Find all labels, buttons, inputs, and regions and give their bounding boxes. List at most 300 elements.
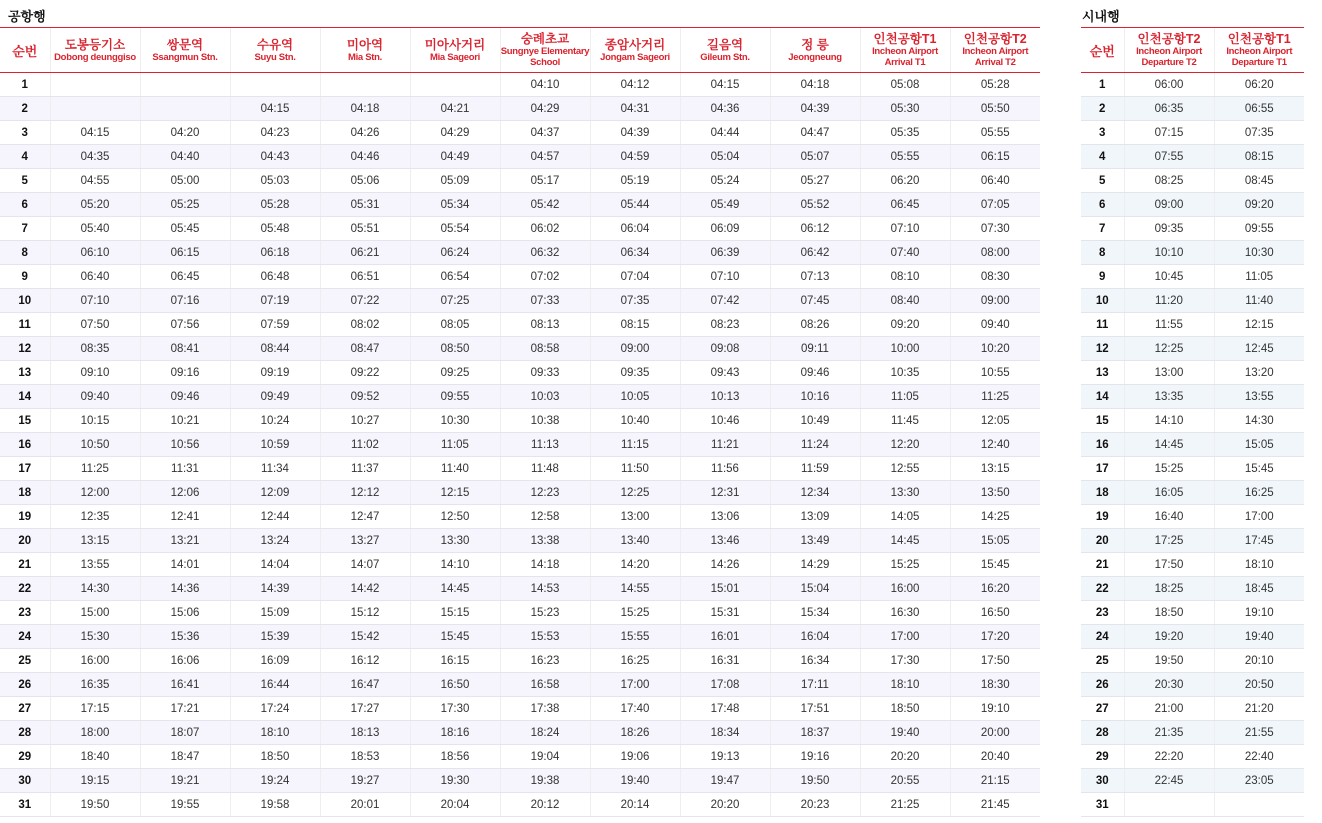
table-row <box>1081 625 1304 649</box>
table-row <box>1081 577 1304 601</box>
departure-time: 10:49 <box>770 409 860 433</box>
station-name-english: Mia Sageori <box>429 51 481 63</box>
departure-time: 14:04 <box>230 553 320 577</box>
departure-time: 05:42 <box>500 193 590 217</box>
departure-time: 17:11 <box>770 673 860 697</box>
run-number: 6 <box>1081 193 1124 217</box>
run-number: 1 <box>1081 73 1124 97</box>
departure-time: 06:18 <box>230 241 320 265</box>
table-row <box>1081 193 1304 217</box>
departure-time: 12:47 <box>320 505 410 529</box>
departure-time: 11:50 <box>590 457 680 481</box>
departure-time: 11:59 <box>770 457 860 481</box>
departure-time: 10:45 <box>1124 265 1214 289</box>
table-row <box>0 577 1040 601</box>
table-row <box>0 673 1040 697</box>
station-name-korean: 인천공항T2 <box>1137 32 1201 46</box>
departure-time: 09:10 <box>50 361 140 385</box>
departure-time: 09:52 <box>320 385 410 409</box>
table-row <box>0 697 1040 721</box>
departure-time: 06:51 <box>320 265 410 289</box>
departure-time: 19:40 <box>1214 625 1304 649</box>
departure-time: 17:45 <box>1214 529 1304 553</box>
table-row <box>0 73 1040 97</box>
station-name-korean: 미아사거리 <box>424 37 486 52</box>
run-number: 15 <box>1081 409 1124 433</box>
departure-time: 07:19 <box>230 289 320 313</box>
departure-time: 12:58 <box>500 505 590 529</box>
table-row <box>0 289 1040 313</box>
departure-time: 18:24 <box>500 721 590 745</box>
departure-time: 16:31 <box>680 649 770 673</box>
departure-time: 12:00 <box>50 481 140 505</box>
departure-time: 15:45 <box>950 553 1040 577</box>
table-row <box>1081 697 1304 721</box>
run-number: 31 <box>1081 793 1124 817</box>
departure-time: 06:35 <box>1124 97 1214 121</box>
departure-time: 18:10 <box>230 721 320 745</box>
departure-time: 05:55 <box>860 145 950 169</box>
departure-time: 05:40 <box>50 217 140 241</box>
table-row <box>0 145 1040 169</box>
departure-time: 16:01 <box>680 625 770 649</box>
table-row <box>0 121 1040 145</box>
departure-time: 16:23 <box>500 649 590 673</box>
departure-time: 10:21 <box>140 409 230 433</box>
departure-time: 18:10 <box>860 673 950 697</box>
run-number: 8 <box>0 241 50 265</box>
departure-time: 14:18 <box>500 553 590 577</box>
departure-time <box>50 73 140 97</box>
departure-time: 04:23 <box>230 121 320 145</box>
airport-station-header <box>320 28 410 73</box>
departure-time: 19:55 <box>140 793 230 817</box>
run-number: 5 <box>1081 169 1124 193</box>
departure-time: 06:04 <box>590 217 680 241</box>
run-number: 4 <box>0 145 50 169</box>
table-row <box>1081 769 1304 793</box>
departure-time: 19:13 <box>680 745 770 769</box>
departure-time: 08:35 <box>50 337 140 361</box>
departure-time: 16:30 <box>860 601 950 625</box>
departure-time: 23:05 <box>1214 769 1304 793</box>
station-name-korean: 수유역 <box>256 37 294 52</box>
departure-time: 13:06 <box>680 505 770 529</box>
run-number: 17 <box>1081 457 1124 481</box>
departure-time <box>140 97 230 121</box>
departure-time: 15:53 <box>500 625 590 649</box>
departure-time: 18:13 <box>320 721 410 745</box>
departure-time: 18:16 <box>410 721 500 745</box>
departure-time: 12:35 <box>50 505 140 529</box>
departure-time: 04:39 <box>770 97 860 121</box>
departure-time: 13:55 <box>1214 385 1304 409</box>
departure-time: 12:55 <box>860 457 950 481</box>
departure-time: 09:20 <box>860 313 950 337</box>
run-number: 22 <box>0 577 50 601</box>
run-number: 17 <box>0 457 50 481</box>
departure-time: 12:25 <box>1124 337 1214 361</box>
departure-time: 15:15 <box>410 601 500 625</box>
departure-time: 16:06 <box>140 649 230 673</box>
departure-time: 07:10 <box>860 217 950 241</box>
departure-time: 09:00 <box>950 289 1040 313</box>
run-number: 30 <box>0 769 50 793</box>
airport-bound-timetable <box>0 27 1040 817</box>
departure-time: 16:09 <box>230 649 320 673</box>
departure-time: 12:31 <box>680 481 770 505</box>
departure-time: 15:06 <box>140 601 230 625</box>
departure-time: 14:39 <box>230 577 320 601</box>
departure-time: 19:58 <box>230 793 320 817</box>
departure-time: 16:12 <box>320 649 410 673</box>
departure-time: 05:04 <box>680 145 770 169</box>
table-row <box>0 265 1040 289</box>
departure-time: 09:46 <box>140 385 230 409</box>
station-name-english: Incheon Airport Arrival T1 <box>872 46 938 68</box>
departure-time: 05:24 <box>680 169 770 193</box>
departure-time: 17:15 <box>50 697 140 721</box>
departure-time: 19:10 <box>1214 601 1304 625</box>
departure-time: 20:01 <box>320 793 410 817</box>
run-number: 21 <box>0 553 50 577</box>
departure-time: 07:15 <box>1124 121 1214 145</box>
departure-time: 17:24 <box>230 697 320 721</box>
departure-time: 06:20 <box>1214 73 1304 97</box>
departure-time: 19:24 <box>230 769 320 793</box>
departure-time: 13:00 <box>590 505 680 529</box>
run-number: 28 <box>1081 721 1124 745</box>
departure-time: 19:40 <box>590 769 680 793</box>
departure-time: 12:34 <box>770 481 860 505</box>
station-name-english: Jeongneung <box>788 51 842 63</box>
run-number: 23 <box>0 601 50 625</box>
run-number: 29 <box>1081 745 1124 769</box>
departure-time: 13:35 <box>1124 385 1214 409</box>
departure-time: 13:24 <box>230 529 320 553</box>
table-row <box>1081 553 1304 577</box>
departure-time: 09:35 <box>590 361 680 385</box>
station-name-korean: 종암사거리 <box>604 37 666 52</box>
airport-station-header <box>590 28 680 73</box>
departure-time: 09:25 <box>410 361 500 385</box>
departure-time: 06:00 <box>1124 73 1214 97</box>
departure-time: 06:54 <box>410 265 500 289</box>
departure-time: 19:40 <box>860 721 950 745</box>
departure-time: 04:29 <box>500 97 590 121</box>
departure-time: 13:46 <box>680 529 770 553</box>
departure-time: 11:25 <box>50 457 140 481</box>
departure-time: 06:45 <box>860 193 950 217</box>
table-row <box>1081 529 1304 553</box>
station-name-korean: 정 릉 <box>801 37 829 52</box>
departure-time: 08:25 <box>1124 169 1214 193</box>
departure-time: 10:46 <box>680 409 770 433</box>
run-number: 13 <box>1081 361 1124 385</box>
station-name-english: Ssangmun Stn. <box>152 51 218 63</box>
departure-time: 15:05 <box>1214 433 1304 457</box>
departure-time: 05:50 <box>950 97 1040 121</box>
run-number: 9 <box>1081 265 1124 289</box>
departure-time: 15:00 <box>50 601 140 625</box>
city-number-header: 순번 <box>1081 28 1124 73</box>
run-number: 2 <box>1081 97 1124 121</box>
departure-time: 07:56 <box>140 313 230 337</box>
departure-time: 09:00 <box>1124 193 1214 217</box>
departure-time: 09:11 <box>770 337 860 361</box>
departure-time: 21:35 <box>1124 721 1214 745</box>
departure-time: 04:31 <box>590 97 680 121</box>
departure-time: 22:40 <box>1214 745 1304 769</box>
run-number: 8 <box>1081 241 1124 265</box>
departure-time: 05:17 <box>500 169 590 193</box>
departure-time: 05:55 <box>950 121 1040 145</box>
departure-time: 12:50 <box>410 505 500 529</box>
departure-time: 04:36 <box>680 97 770 121</box>
departure-time: 06:48 <box>230 265 320 289</box>
table-row <box>1081 289 1304 313</box>
departure-time: 20:20 <box>680 793 770 817</box>
departure-time: 06:15 <box>950 145 1040 169</box>
departure-time: 04:49 <box>410 145 500 169</box>
departure-time: 17:20 <box>950 625 1040 649</box>
departure-time: 06:40 <box>50 265 140 289</box>
departure-time: 04:15 <box>680 73 770 97</box>
departure-time: 11:40 <box>410 457 500 481</box>
run-number: 2 <box>0 97 50 121</box>
departure-time: 15:42 <box>320 625 410 649</box>
departure-time: 06:10 <box>50 241 140 265</box>
departure-time: 05:03 <box>230 169 320 193</box>
departure-time: 16:05 <box>1124 481 1214 505</box>
departure-time: 11:20 <box>1124 289 1214 313</box>
departure-time: 18:00 <box>50 721 140 745</box>
station-name-english: Incheon Airport Departure T2 <box>1136 46 1202 68</box>
departure-time: 17:00 <box>1214 505 1304 529</box>
departure-time: 09:00 <box>590 337 680 361</box>
departure-time: 12:09 <box>230 481 320 505</box>
departure-time: 17:08 <box>680 673 770 697</box>
departure-time: 17:00 <box>590 673 680 697</box>
departure-time: 10:20 <box>950 337 1040 361</box>
departure-time: 06:40 <box>950 169 1040 193</box>
departure-time: 17:50 <box>950 649 1040 673</box>
table-row <box>0 97 1040 121</box>
departure-time: 06:24 <box>410 241 500 265</box>
table-row <box>0 745 1040 769</box>
departure-time: 13:20 <box>1214 361 1304 385</box>
departure-time: 11:25 <box>950 385 1040 409</box>
departure-time: 12:40 <box>950 433 1040 457</box>
run-number: 20 <box>0 529 50 553</box>
departure-time: 11:05 <box>860 385 950 409</box>
table-row <box>0 433 1040 457</box>
departure-time: 18:45 <box>1214 577 1304 601</box>
station-name-english: Sungnye Elementary School <box>500 46 590 68</box>
station-name-english: Incheon Airport Departure T1 <box>1226 46 1293 68</box>
station-name-english: Mia Stn. <box>347 51 383 63</box>
departure-time: 16:15 <box>410 649 500 673</box>
departure-time: 04:57 <box>500 145 590 169</box>
departure-time: 09:35 <box>1124 217 1214 241</box>
run-number: 26 <box>1081 673 1124 697</box>
run-number: 25 <box>0 649 50 673</box>
departure-time: 19:15 <box>50 769 140 793</box>
departure-time: 12:20 <box>860 433 950 457</box>
departure-time: 15:04 <box>770 577 860 601</box>
departure-time: 10:03 <box>500 385 590 409</box>
departure-time: 10:00 <box>860 337 950 361</box>
departure-time: 05:52 <box>770 193 860 217</box>
table-row <box>0 793 1040 817</box>
table-row <box>0 241 1040 265</box>
table-row <box>1081 505 1304 529</box>
departure-time: 14:45 <box>1124 433 1214 457</box>
departure-time: 16:25 <box>590 649 680 673</box>
departure-time: 12:12 <box>320 481 410 505</box>
departure-time: 09:08 <box>680 337 770 361</box>
departure-time: 16:35 <box>50 673 140 697</box>
airport-station-header <box>140 28 230 73</box>
departure-time: 13:38 <box>500 529 590 553</box>
departure-time: 19:47 <box>680 769 770 793</box>
table-row <box>0 217 1040 241</box>
table-row <box>0 505 1040 529</box>
run-number: 3 <box>0 121 50 145</box>
station-name-korean: 길음역 <box>706 37 744 52</box>
table-row <box>0 625 1040 649</box>
departure-time: 08:23 <box>680 313 770 337</box>
airport-number-header: 순번 <box>0 28 50 73</box>
departure-time: 11:34 <box>230 457 320 481</box>
airport-station-header <box>410 28 500 73</box>
departure-time: 13:49 <box>770 529 860 553</box>
departure-time: 21:20 <box>1214 697 1304 721</box>
table-row <box>0 169 1040 193</box>
departure-time: 14:25 <box>950 505 1040 529</box>
run-number: 12 <box>1081 337 1124 361</box>
departure-time: 09:40 <box>50 385 140 409</box>
departure-time: 11:37 <box>320 457 410 481</box>
airport-station-header <box>500 28 590 73</box>
run-number: 18 <box>1081 481 1124 505</box>
departure-time: 15:30 <box>50 625 140 649</box>
departure-time: 09:19 <box>230 361 320 385</box>
departure-time: 17:50 <box>1124 553 1214 577</box>
table-row <box>1081 73 1304 97</box>
departure-time: 05:00 <box>140 169 230 193</box>
city-station-header <box>1124 28 1214 73</box>
departure-time: 05:49 <box>680 193 770 217</box>
departure-time: 21:00 <box>1124 697 1214 721</box>
departure-time: 08:58 <box>500 337 590 361</box>
run-number: 7 <box>0 217 50 241</box>
departure-time: 18:25 <box>1124 577 1214 601</box>
departure-time: 06:12 <box>770 217 860 241</box>
table-row <box>0 193 1040 217</box>
run-number: 27 <box>0 697 50 721</box>
departure-time: 04:59 <box>590 145 680 169</box>
departure-time: 13:00 <box>1124 361 1214 385</box>
departure-time: 12:45 <box>1214 337 1304 361</box>
departure-time: 11:55 <box>1124 313 1214 337</box>
station-name-english: Suyu Stn. <box>254 51 296 63</box>
departure-time: 18:30 <box>950 673 1040 697</box>
departure-time: 05:44 <box>590 193 680 217</box>
departure-time: 15:09 <box>230 601 320 625</box>
departure-time: 17:38 <box>500 697 590 721</box>
departure-time: 12:06 <box>140 481 230 505</box>
station-name-korean: 쌍문역 <box>166 37 204 52</box>
departure-time: 19:06 <box>590 745 680 769</box>
departure-time: 11:21 <box>680 433 770 457</box>
departure-time: 18:10 <box>1214 553 1304 577</box>
departure-time: 06:55 <box>1214 97 1304 121</box>
departure-time: 16:50 <box>950 601 1040 625</box>
departure-time: 07:25 <box>410 289 500 313</box>
departure-time: 15:25 <box>590 601 680 625</box>
departure-time <box>1214 793 1304 817</box>
departure-time: 21:55 <box>1214 721 1304 745</box>
departure-time: 11:48 <box>500 457 590 481</box>
departure-time: 08:00 <box>950 241 1040 265</box>
departure-time: 07:10 <box>680 265 770 289</box>
departure-time: 05:07 <box>770 145 860 169</box>
departure-time: 13:27 <box>320 529 410 553</box>
airport-bound-title: 공항행 <box>8 9 46 24</box>
departure-time: 11:02 <box>320 433 410 457</box>
departure-time: 10:50 <box>50 433 140 457</box>
departure-time: 10:16 <box>770 385 860 409</box>
departure-time: 07:33 <box>500 289 590 313</box>
departure-time: 04:26 <box>320 121 410 145</box>
departure-time: 05:34 <box>410 193 500 217</box>
departure-time: 10:56 <box>140 433 230 457</box>
departure-time: 07:35 <box>1214 121 1304 145</box>
departure-time: 20:12 <box>500 793 590 817</box>
departure-time: 08:02 <box>320 313 410 337</box>
table-row <box>1081 481 1304 505</box>
departure-time: 15:12 <box>320 601 410 625</box>
run-number: 22 <box>1081 577 1124 601</box>
table-row <box>0 385 1040 409</box>
departure-time: 19:10 <box>950 697 1040 721</box>
departure-time: 16:20 <box>950 577 1040 601</box>
run-number: 10 <box>1081 289 1124 313</box>
departure-time: 06:15 <box>140 241 230 265</box>
departure-time: 10:55 <box>950 361 1040 385</box>
departure-time: 20:50 <box>1214 673 1304 697</box>
table-row <box>0 529 1040 553</box>
table-row <box>0 313 1040 337</box>
departure-time: 22:20 <box>1124 745 1214 769</box>
departure-time <box>320 73 410 97</box>
departure-time: 07:02 <box>500 265 590 289</box>
departure-time: 04:10 <box>500 73 590 97</box>
departure-time: 09:20 <box>1214 193 1304 217</box>
run-number: 27 <box>1081 697 1124 721</box>
departure-time: 14:10 <box>1124 409 1214 433</box>
departure-time: 20:23 <box>770 793 860 817</box>
departure-time: 11:56 <box>680 457 770 481</box>
departure-time: 09:16 <box>140 361 230 385</box>
departure-time: 14:26 <box>680 553 770 577</box>
departure-time: 06:20 <box>860 169 950 193</box>
departure-time: 14:10 <box>410 553 500 577</box>
departure-time: 05:48 <box>230 217 320 241</box>
departure-time: 09:55 <box>1214 217 1304 241</box>
departure-time <box>50 97 140 121</box>
